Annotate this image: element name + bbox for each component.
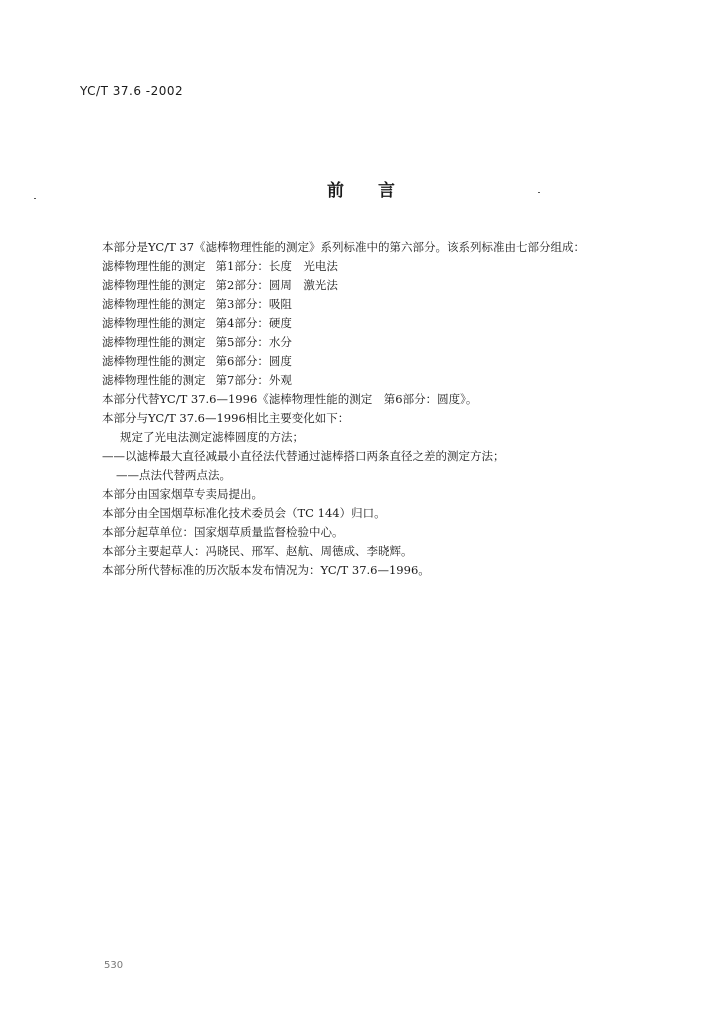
part-list-item bbox=[102, 314, 642, 333]
part-list-item bbox=[102, 257, 642, 276]
part-series-name: 滤棒物理性能的测定 bbox=[102, 335, 206, 349]
part-label: 第7部分：外观 bbox=[215, 373, 292, 387]
part-series-name: 滤棒物理性能的测定 bbox=[102, 373, 206, 387]
replaces-paragraph: 本部分代替YC/T 37.6—1996《滤棒物理性能的测定 第6部分：圆度》。 bbox=[102, 392, 478, 406]
part-series-name: 滤棒物理性能的测定 bbox=[102, 297, 206, 311]
part-series-name: 滤棒物理性能的测定 bbox=[102, 278, 206, 292]
part-list-item bbox=[102, 352, 642, 371]
intro-paragraph: 本部分是YC/T 37《滤棒物理性能的测定》系列标准中的第六部分。该系列标准由七部分组成： bbox=[102, 240, 586, 254]
managed-by: 本部分由全国烟草标准化技术委员会（TC 144）归口。 bbox=[102, 506, 386, 520]
version-history: 本部分所代替标准的历次版本发布情况为：YC/T 37.6—1996。 bbox=[102, 563, 430, 577]
page-number: 530 bbox=[104, 960, 124, 971]
standard-number: YC/T 37.6 -2002 bbox=[80, 84, 184, 98]
drafting-unit: 本部分起草单位：国家烟草质量监督检验中心。 bbox=[102, 525, 344, 539]
part-series-name: 滤棒物理性能的测定 bbox=[102, 259, 206, 273]
part-list-item bbox=[102, 333, 642, 352]
change-item: ——以滤棒最大直径减最小直径法代替通过滤棒搭口两条直径之差的测定方法； bbox=[102, 449, 505, 463]
part-series-name: 滤棒物理性能的测定 bbox=[102, 316, 206, 330]
proposed-by: 本部分由国家烟草专卖局提出。 bbox=[102, 487, 263, 501]
changes-intro: 本部分与YC/T 37.6—1996相比主要变化如下： bbox=[102, 411, 350, 425]
change-item: ——点法代替两点法。 bbox=[116, 468, 231, 482]
part-label: 第5部分：水分 bbox=[215, 335, 292, 349]
part-label: 第3部分：吸阻 bbox=[215, 297, 292, 311]
part-label: 第6部分：圆度 bbox=[215, 354, 292, 368]
part-label: 第4部分：硬度 bbox=[215, 316, 292, 330]
part-label: 第2部分：圆周 激光法 bbox=[215, 278, 338, 292]
foreword-body bbox=[102, 238, 642, 580]
part-series-name: 滤棒物理性能的测定 bbox=[102, 354, 206, 368]
change-item: 规定了光电法测定滤棒圆度的方法； bbox=[120, 430, 304, 444]
drafters: 本部分主要起草人：冯晓民、邢军、赵航、周德成、李晓辉。 bbox=[102, 544, 413, 558]
part-list-item bbox=[102, 295, 642, 314]
part-label: 第1部分：长度 光电法 bbox=[215, 259, 338, 273]
page-title: 前言 bbox=[327, 181, 429, 201]
part-list-item bbox=[102, 371, 642, 390]
part-list-item bbox=[102, 276, 642, 295]
